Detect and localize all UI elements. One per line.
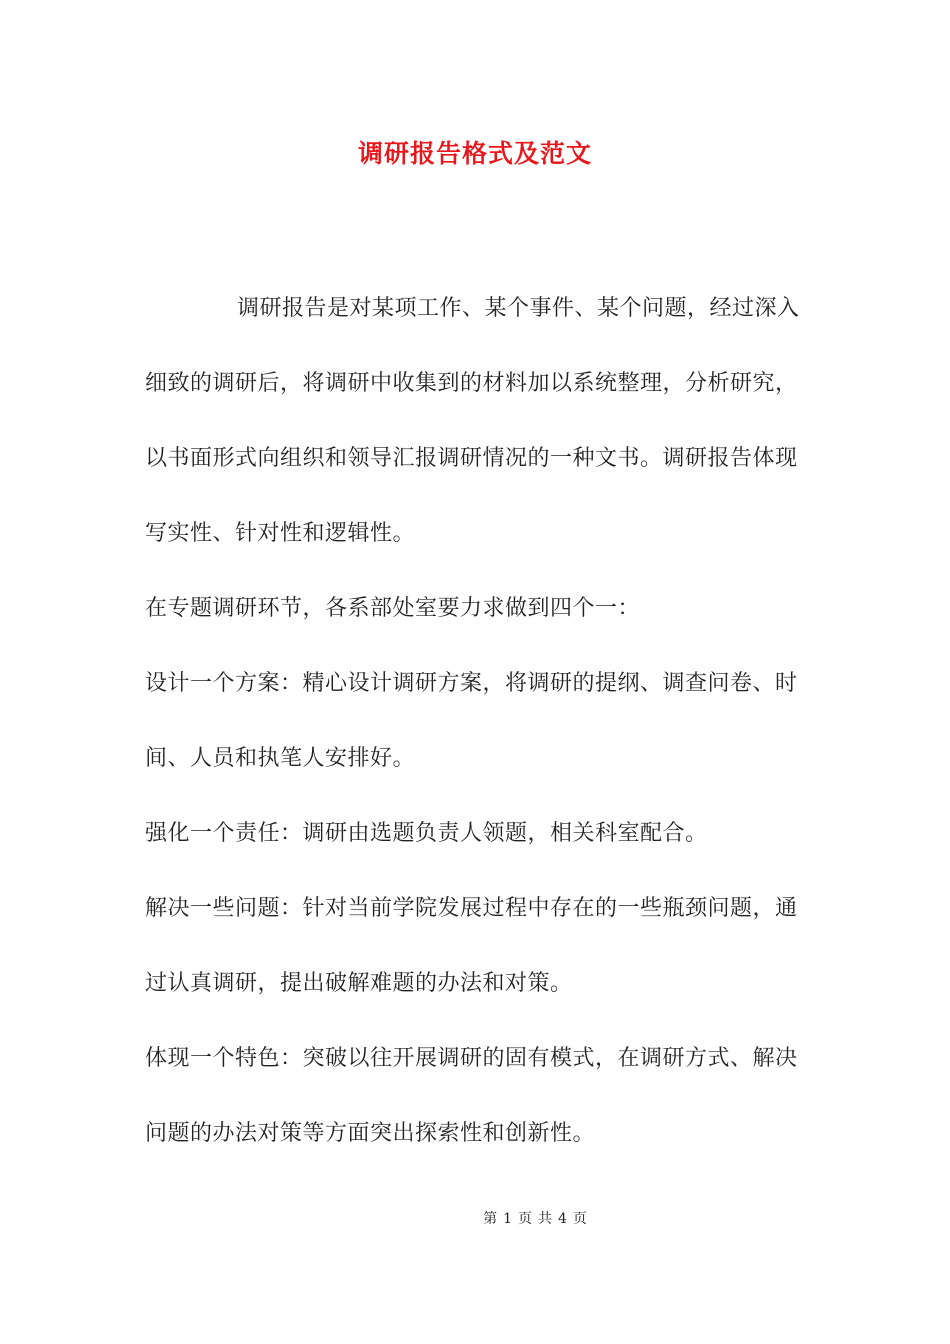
paragraph-feature: 体现一个特色：突破以往开展调研的固有模式，在调研方式、解决问题的办法对策等方面突出探索性和创新性。: [145, 1046, 798, 1146]
footer-total-prefix: 共: [538, 1211, 552, 1227]
paragraph-responsibility: 强化一个责任：调研由选题负责人领题，相关科室配合。: [145, 821, 708, 846]
paragraph-four-ones: 在专题调研环节，各系部处室要力求做到四个一：: [145, 596, 641, 621]
document-title: 调研报告格式及范文: [357, 139, 592, 168]
footer-current-page: 1: [503, 1211, 512, 1227]
footer-page-word: 页: [518, 1211, 532, 1227]
footer-prefix: 第: [483, 1211, 498, 1227]
footer-total-suffix: 页: [572, 1211, 587, 1227]
footer-total-pages: 4: [558, 1211, 567, 1227]
page-number-footer: [0, 1208, 950, 1228]
paragraph-intro: 调研报告是对某项工作、某个事件、某个问题，经过深入细致的调研后，将调研中收集到的材料加以系统整理，分析研究，以书面形式向组织和领导汇报调研情况的一种文书。调研报告体现写实性、针对性和逻辑性。: [145, 296, 800, 546]
document-body: [145, 271, 810, 1171]
paragraph-solve-problems: 解决一些问题：针对当前学院发展过程中存在的一些瓶颈问题，通过认真调研，提出破解难题的办法和对策。: [145, 896, 798, 996]
paragraph-design-plan: 设计一个方案：精心设计调研方案，将调研的提纲、调查问卷、时间、人员和执笔人安排好。: [145, 671, 798, 771]
